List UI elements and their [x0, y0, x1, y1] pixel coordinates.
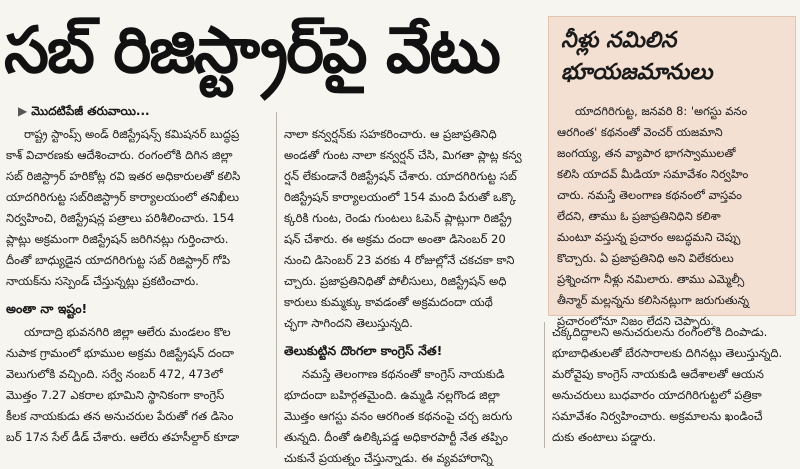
- text-line: క్కరికి గుంట, రెండు గుంటలు ఓపెన్ ప్లాట్లుగా రిజిస్ట్రే: [284, 211, 512, 225]
- text-line: ప్రచారంలోనూ నిజం లేదని చెప్పారు.: [557, 314, 714, 328]
- text-line: నిర్వహించి, రిజిస్ట్రేషన్ల పత్రాలు పరిశీలించారు. 154: [6, 211, 235, 225]
- text-line: చక్కదిద్దాలని అనుచరులను రంగంలోకి దింపాడు.: [552, 325, 768, 339]
- text-line: మొత్తం ఆగస్టు వనం ఆరగింత కథనంపై చర్చ జరుగు: [284, 409, 513, 423]
- section-subhead: తెలుకుట్టిన దొంగలా కాంగ్రెస్ నేత!: [284, 343, 443, 358]
- sidebar-box-title-line-1: నీళ్లు నమిలిన: [561, 28, 677, 53]
- text-line: భూదందా బహిర్గతమైంది. ఉమ్మడి నల్లగొండ జిల్లా: [284, 388, 500, 402]
- text-line: నాలా కన్వర్షన్‌కు సహకరించారు. ఆ ప్రజాప్రతినిధి: [284, 127, 497, 141]
- text-line: కొచ్చారు. ఏ ప్రజాప్రతినిధి అని విలేకరులు: [557, 251, 734, 265]
- sidebar-box: [548, 16, 796, 328]
- text-line: యాదగిరిగుట్ట, జనవరి 8: 'అగస్టు వనం: [575, 104, 748, 118]
- text-line: దుకు తంటాలు పడ్డారు.: [552, 430, 657, 444]
- kicker-text: మొదటిపేజీ తరువాయి...: [31, 104, 150, 118]
- text-line: సమావేశం నిర్వహించారు. అక్రమాలను ఖండించే: [552, 409, 763, 423]
- headline: సబ్ రిజిస్ట్రార్‌పై వేటు: [4, 14, 499, 88]
- column-divider-1: [276, 112, 277, 448]
- text-line: మరోవైపు కాంగ్రెస్ నాయకుడి ఆదేశాలతో ఆయన: [552, 367, 764, 381]
- text-line: చ్చారు. ప్రజాప్రతినిధితో పోలీసులు, రిజిస్ట్రేషన్ అధి: [284, 274, 507, 288]
- text-line: భూబాధితులతో బేరసారాలకు దిగినట్లు తెలుస్తున్నది.: [552, 346, 783, 360]
- text-line: నుంచి డిసెంబర్ 23 వరకు 4 రోజుల్లోనే చకచకా కాని: [284, 253, 515, 267]
- text-line: మొత్తం 7.27 ఎకరాల భూమిని స్థానికంగా కాంగ్రెస్: [6, 388, 225, 402]
- text-line: బర్ 17న సేల్ డీడ్ చేశారు. ఆలేరు తహసీల్దార్ కూడా: [6, 430, 240, 444]
- article-column-3: [552, 322, 796, 450]
- text-line: రాష్ట్ర స్టాంప్స్ అండ్ రిజిస్ట్రేషన్స్ కమిషనర్ బుద్ధప్ర: [24, 127, 240, 141]
- text-line: నుపాక గ్రామంలో భూముల అక్రమ రిజిస్ట్రేషన్ దందా: [6, 346, 234, 360]
- text-line: అండతో గుంట నాలా కన్వర్షన్ చేసి, మిగతా ప్లాట్ల కన్వ: [284, 148, 522, 162]
- text-line: చుకునే ప్రయత్నం చేస్తున్నాడు. ఈ వ్యవహారాన్ని: [284, 451, 493, 465]
- continued-kicker: [18, 104, 150, 121]
- sidebar-box-title-line-2: భూయజమానులు: [561, 60, 713, 85]
- text-line: ప్రశ్నించగా నీళ్లు నమిలారు. తాము ఎమ్మెల్సీ: [557, 272, 745, 286]
- text-line: తున్నది. దీంతో ఉలిక్కిపడ్డ అధికారపార్టీ నేత తప్పిం: [284, 430, 508, 444]
- text-line: తీన్మార్ మల్లన్నను కలిసినట్లుగా జరుగుతున్న: [557, 293, 749, 307]
- text-line: అనుచరులు బుధవారం యాదగిరిగుట్టలో పత్రికా: [552, 388, 762, 402]
- article-column-1: [6, 124, 268, 450]
- text-line: యాదగిరిగుట్ట సబ్‌రిజిస్ట్రార్ కార్యాలయంలో తనిఖీలు: [6, 190, 239, 204]
- text-line: నాయక్‌ను సస్పెండ్ చేస్తున్నట్లు ప్రకటించారు.: [6, 274, 199, 288]
- column-divider-2: [544, 322, 545, 448]
- text-line: ప్లాట్లు అక్రమంగా రిజిస్ట్రేషన్ జరిగినట్లు గుర్తించారు.: [6, 232, 229, 246]
- text-line: యాదాద్రి భువనగిరి జిల్లా ఆలేరు మండలం కొల: [24, 325, 231, 339]
- article-column-2: [284, 124, 538, 465]
- text-line: రిజిస్ట్రేషన్ కార్యాలయంలో 154 మంది పేరుతో ఒక్కొ: [284, 190, 517, 204]
- text-line: సబ్ రిజిస్ట్రార్ హరికోట్ల రవి ఇతర అధికారులతో కలిసి: [6, 169, 241, 183]
- sidebar-box-title: [561, 25, 789, 89]
- text-line: లేదని, తాము ఓ ప్రజాప్రతినిధిని కలిశా: [557, 209, 721, 223]
- text-line: ర్షన్ లేకుండానే రిజిస్ట్రేషన్ చేశారు. యాదగిరిగుట్ట సబ్: [284, 169, 517, 183]
- text-line: కలిసి యాదవ్ మీడియా సమావేశం నిర్వహిం: [557, 167, 749, 181]
- text-line: కీలక నాయకుడు తన అనుచరుల పేరుతో గత డిసెం: [6, 409, 234, 423]
- text-line: షన్ చేశారు. ఈ అక్రమ దందా అంతా డిసెంబర్ 20: [284, 232, 506, 246]
- bullet-icon: ▶: [18, 104, 28, 118]
- section-subhead: అంతా నా ఇష్టం!: [6, 301, 88, 316]
- text-line: మంటూ వస్తున్న ప్రచారం అబద్ధమని చెప్పు: [557, 230, 741, 244]
- text-line: చారు. నమస్తే తెలంగాణ కథనంలో వాస్తవం: [557, 188, 742, 202]
- text-line: చ్ఛగా సాగిందని తెలుస్తున్నది.: [284, 316, 413, 330]
- text-line: దీంతో బాధ్యుడైన యాదగిరిగుట్ట సబ్ రిజిస్ట్రార్ గోపి: [6, 253, 231, 267]
- text-line: వెలుగులోకి వచ్చింది. సర్వే నంబర్ 472, 473లో: [6, 367, 223, 381]
- text-line: నమస్తే తెలంగాణ కథనంతో కాంగ్రెస్ నాయకుడి: [302, 367, 505, 381]
- sidebar-box-body: [557, 101, 789, 328]
- text-line: కారులు కుమ్మక్కు కావడంతో అక్రమదందా యథే: [284, 295, 493, 309]
- text-line: ఆరగింత' కథనంతో వెంచర్ యజమాని: [557, 125, 723, 139]
- text-line: కాశ్ విచారణకు ఆదేశించారు. రంగంలోకి దిగిన జిల్లా: [6, 148, 233, 162]
- text-line: జంగయ్య, తన వ్యాపార భాగస్వాములతో: [557, 146, 736, 160]
